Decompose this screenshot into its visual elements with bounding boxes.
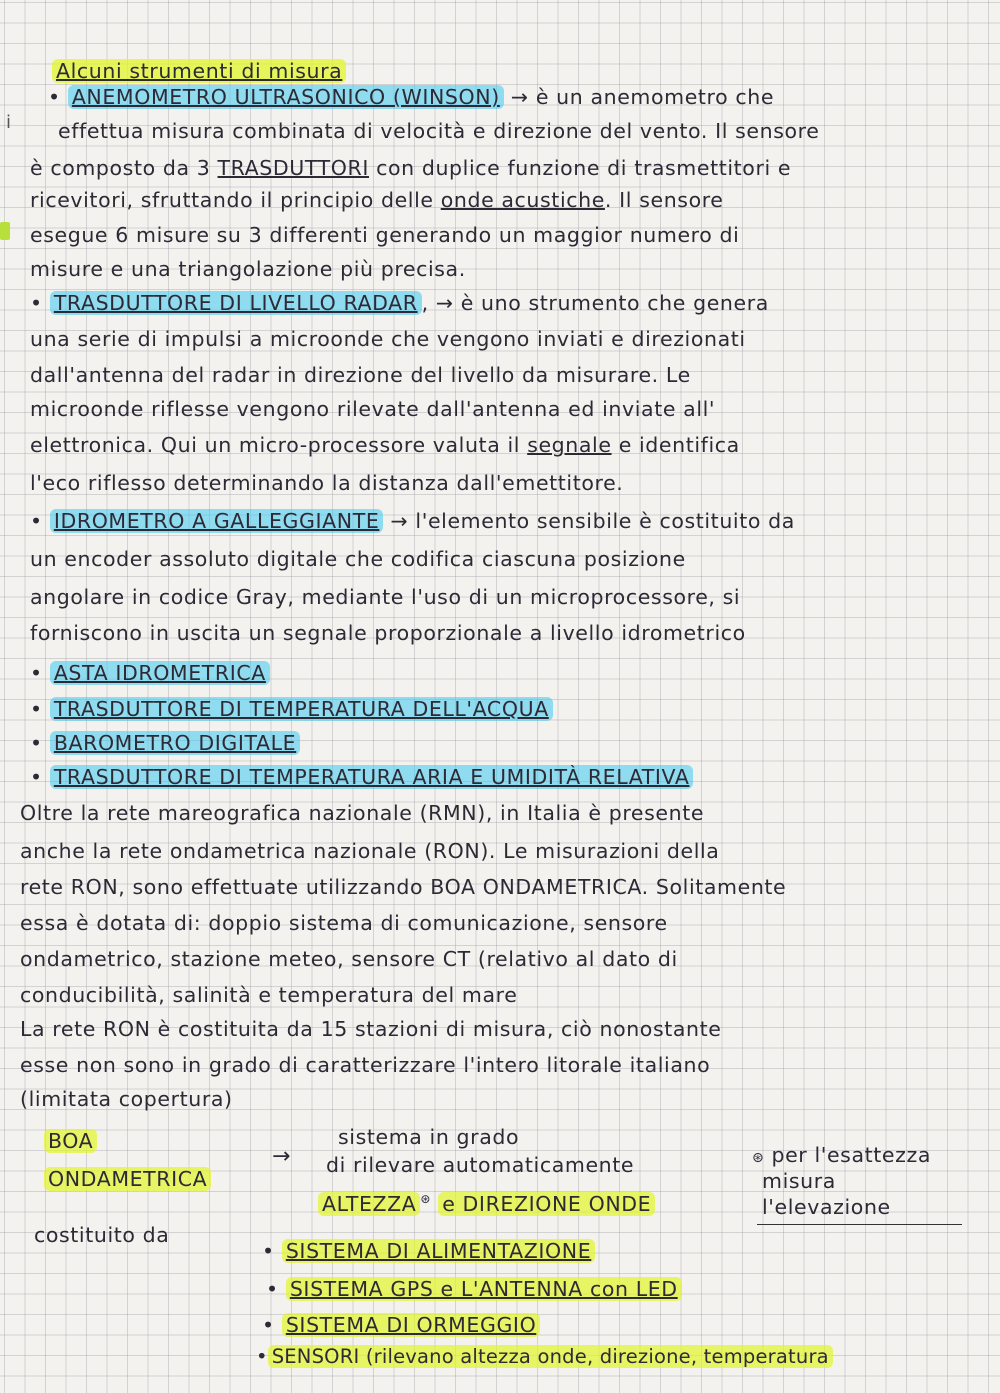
paragraph-line-2: anche la rete ondametrica nazionale (RON). Le misurazioni della: [20, 839, 720, 863]
note-underline: [757, 1224, 962, 1225]
paragraph-line-8: esse non sono in grado di caratterizzare l'intero litorale italiano: [20, 1053, 711, 1077]
bullet-barometro: • BAROMETRO DIGITALE: [30, 730, 300, 756]
boa-label-2: ONDAMETRICA: [44, 1166, 211, 1192]
paragraph-line-7: La rete RON è costituita da 15 stazioni di misura, ciò nonostante: [20, 1017, 722, 1041]
radar-heading: TRASDUTTORE DI LIVELLO RADAR: [50, 291, 422, 315]
component-ormeggio: • SISTEMA DI ORMEGGIO: [262, 1312, 540, 1338]
margin-mark: i: [6, 112, 12, 133]
radar-line-6: l'eco riflesso determinando la distanza dall'emettitore.: [30, 471, 624, 495]
anemometro-line-5: esegue 6 misure su 3 differenti generando un maggior numero di: [30, 223, 740, 247]
idrometro-line-4: forniscono in uscita un segnale proporzionale a livello idrometrico: [30, 621, 746, 645]
radar-line-5: elettronica. Qui un micro-processore valuta il segnale e identifica: [30, 433, 740, 457]
boa-note-2: misura: [762, 1169, 836, 1193]
costituito-da: costituito da: [34, 1223, 170, 1247]
anemometro-line-4: ricevitori, sfruttando il principio delle onde acustiche. Il sensore: [30, 188, 724, 212]
bullet-asta: • ASTA IDROMETRICA: [30, 660, 270, 686]
paragraph-line-1: Oltre la rete mareografica nazionale (RMN), in Italia è presente: [20, 801, 705, 825]
component-gps: • SISTEMA GPS e L'ANTENNA con LED: [266, 1276, 682, 1302]
paragraph-line-9: (limitata copertura): [20, 1087, 233, 1111]
paragraph-line-5: ondametrico, stazione meteo, sensore CT (relativo al dato di: [20, 947, 678, 971]
boa-desc-1: sistema in grado: [338, 1125, 520, 1149]
page-title: Alcuni strumenti di misura: [52, 58, 346, 84]
component-sensori: • SENSORI (rilevano altezza onde, direzione, temperatura: [256, 1344, 833, 1370]
anemometro-line-1: • ANEMOMETRO ULTRASONICO (WINSON) → è un anemometro che: [48, 85, 775, 109]
anemometro-line-3: è composto da 3 TRASDUTTORI con duplice funzione di trasmettitori e: [30, 156, 792, 180]
anemometro-line-2: effettua misura combinata di velocità e direzione del vento. Il sensore: [58, 119, 820, 143]
radar-line-3: dall'antenna del radar in direzione del livello da misurare. Le: [30, 363, 691, 387]
boa-label-1: BOA: [44, 1128, 97, 1154]
anemometro-line-6: misure e una triangolazione più precisa.: [30, 257, 466, 281]
radar-line-1: • TRASDUTTORE DI LIVELLO RADAR , → è uno strumento che genera: [30, 291, 769, 315]
idrometro-line-2: un encoder assoluto digitale che codifica ciascuna posizione: [30, 547, 686, 571]
boa-note-1: ⊛ per l'esattezza: [752, 1143, 931, 1167]
idrometro-heading: IDROMETRO A GALLEGGIANTE: [50, 509, 384, 533]
radar-line-2: una serie di impulsi a microonde che vengono inviati e direzionati: [30, 327, 746, 351]
paragraph-line-6: conducibilità, salinità e temperatura del mare: [20, 983, 518, 1007]
anemometro-heading: ANEMOMETRO ULTRASONICO (WINSON): [68, 85, 504, 109]
component-alimentazione: • SISTEMA DI ALIMENTAZIONE: [262, 1238, 595, 1264]
page-tab-marker: [0, 222, 10, 240]
idrometro-line-1: • IDROMETRO A GALLEGGIANTE → l'elemento sensibile è costituito da: [30, 509, 795, 533]
paragraph-line-4: essa è dotata di: doppio sistema di comunicazione, sensore: [20, 911, 668, 935]
paragraph-line-3: rete RON, sono effettuate utilizzando BOA ONDAMETRICA. Solitamente: [20, 875, 787, 899]
boa-desc-2: di rilevare automaticamente: [326, 1153, 635, 1177]
boa-arrow: →: [272, 1144, 292, 1169]
boa-note-3: l'elevazione: [762, 1195, 891, 1219]
bullet-temperatura-acqua: • TRASDUTTORE DI TEMPERATURA DELL'ACQUA: [30, 696, 553, 722]
bullet-temperatura-aria: • TRASDUTTORE DI TEMPERATURA ARIA E UMIDITÀ RELATIVA: [30, 764, 693, 790]
boa-desc-3: ALTEZZA ⊛ e DIREZIONE ONDE: [318, 1186, 655, 1217]
idrometro-line-3: angolare in codice Gray, mediante l'uso di un microprocessore, si: [30, 585, 741, 609]
radar-line-4: microonde riflesse vengono rilevate dall'antenna ed inviate all': [30, 397, 716, 421]
